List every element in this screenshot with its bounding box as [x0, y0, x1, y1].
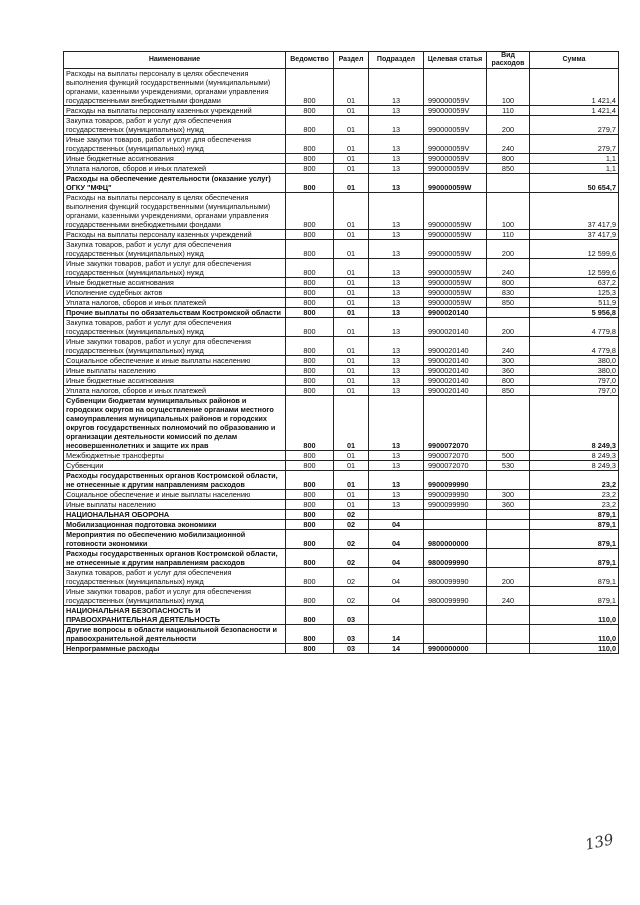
table-row [64, 520, 619, 530]
cell-expense-type: 200 [487, 116, 530, 135]
cell-target-article: 990000059V [424, 164, 487, 174]
cell-expense-type: 800 [487, 278, 530, 288]
cell-department: 800 [286, 520, 334, 530]
cell-target-article [424, 625, 487, 644]
cell-subsection: 04 [369, 520, 424, 530]
cell-department: 800 [286, 69, 334, 106]
cell-department: 800 [286, 510, 334, 520]
cell-amount: 8 249,3 [530, 451, 619, 461]
cell-expense-type: 300 [487, 490, 530, 500]
cell-target-article: 9900020140 [424, 376, 487, 386]
header-expense-type: Вид расходов [487, 52, 530, 69]
table-row [64, 193, 619, 230]
header-subsection: Подраздел [369, 52, 424, 69]
cell-target-article: 9800099990 [424, 587, 487, 606]
cell-subsection: 13 [369, 396, 424, 451]
cell-name: Иные бюджетные ассигнования [64, 154, 286, 164]
cell-section: 01 [334, 376, 369, 386]
cell-expense-type: 850 [487, 298, 530, 308]
cell-subsection: 13 [369, 337, 424, 356]
cell-subsection: 13 [369, 154, 424, 164]
cell-amount: 5 956,8 [530, 308, 619, 318]
cell-expense-type: 240 [487, 587, 530, 606]
cell-amount: 8 249,3 [530, 461, 619, 471]
header-name: Наименование [64, 52, 286, 69]
cell-expense-type [487, 308, 530, 318]
cell-subsection: 13 [369, 356, 424, 366]
cell-expense-type [487, 520, 530, 530]
page-number: 139 [583, 830, 616, 854]
cell-subsection [369, 606, 424, 625]
cell-department: 800 [286, 174, 334, 193]
cell-amount: 1 421,4 [530, 106, 619, 116]
cell-name: Иные бюджетные ассигнования [64, 376, 286, 386]
cell-amount: 637,2 [530, 278, 619, 288]
cell-amount: 380,0 [530, 366, 619, 376]
cell-department: 800 [286, 461, 334, 471]
table-row [64, 356, 619, 366]
cell-expense-type: 100 [487, 69, 530, 106]
cell-name: НАЦИОНАЛЬНАЯ БЕЗОПАСНОСТЬ И ПРАВООХРАНИТЕЛЬНАЯ ДЕЯТЕЛЬНОСТЬ [64, 606, 286, 625]
cell-target-article: 9900099990 [424, 490, 487, 500]
cell-section: 01 [334, 278, 369, 288]
cell-subsection: 13 [369, 386, 424, 396]
cell-department: 800 [286, 240, 334, 259]
cell-target-article: 9900072070 [424, 396, 487, 451]
cell-subsection: 13 [369, 461, 424, 471]
cell-target-article: 990000059V [424, 69, 487, 106]
header-amount: Сумма [530, 52, 619, 69]
cell-name: Расходы государственных органов Костромской области, не отнесенные к другим направлениям расходов [64, 471, 286, 490]
cell-subsection: 13 [369, 259, 424, 278]
table-row [64, 396, 619, 451]
cell-name: Субвенции бюджетам муниципальных районов и городских округов на осуществление органами местного самоуправления муниципальных районов и городских округов государственных полномочий по образованию и организации деятельности комиссий по делам несовершеннолетних и защите их прав [64, 396, 286, 451]
table-row [64, 471, 619, 490]
cell-section: 01 [334, 386, 369, 396]
cell-department: 800 [286, 154, 334, 164]
cell-subsection: 13 [369, 135, 424, 154]
cell-amount: 37 417,9 [530, 230, 619, 240]
cell-target-article: 9900020140 [424, 386, 487, 396]
cell-name: Прочие выплаты по обязательствам Костромской области [64, 308, 286, 318]
cell-subsection: 13 [369, 490, 424, 500]
cell-section: 03 [334, 606, 369, 625]
cell-name: Субвенции [64, 461, 286, 471]
cell-name: НАЦИОНАЛЬНАЯ ОБОРОНА [64, 510, 286, 520]
header-department: Ведомство [286, 52, 334, 69]
cell-name: Закупка товаров, работ и услуг для обеспечения государственных (муниципальных) нужд [64, 240, 286, 259]
cell-section: 01 [334, 288, 369, 298]
cell-department: 800 [286, 396, 334, 451]
table-row [64, 451, 619, 461]
cell-section: 01 [334, 240, 369, 259]
cell-target-article: 990000059V [424, 154, 487, 164]
cell-amount: 879,1 [530, 587, 619, 606]
table-header-row [64, 52, 619, 69]
cell-subsection: 13 [369, 69, 424, 106]
cell-subsection: 13 [369, 318, 424, 337]
cell-subsection: 13 [369, 376, 424, 386]
table-row [64, 174, 619, 193]
cell-section: 01 [334, 164, 369, 174]
header-section: Раздел [334, 52, 369, 69]
cell-name: Иные выплаты населению [64, 500, 286, 510]
cell-expense-type: 530 [487, 461, 530, 471]
cell-expense-type: 850 [487, 386, 530, 396]
cell-subsection: 13 [369, 308, 424, 318]
cell-expense-type: 300 [487, 356, 530, 366]
cell-target-article: 990000059V [424, 135, 487, 154]
cell-section: 03 [334, 625, 369, 644]
cell-department: 800 [286, 337, 334, 356]
cell-department: 800 [286, 549, 334, 568]
cell-amount: 879,1 [530, 568, 619, 587]
cell-expense-type: 360 [487, 500, 530, 510]
cell-expense-type [487, 644, 530, 654]
cell-expense-type: 240 [487, 259, 530, 278]
cell-target-article: 9900020140 [424, 318, 487, 337]
cell-subsection: 13 [369, 451, 424, 461]
cell-amount: 110,0 [530, 644, 619, 654]
table-row [64, 240, 619, 259]
cell-subsection: 13 [369, 106, 424, 116]
cell-amount: 50 654,7 [530, 174, 619, 193]
cell-subsection: 13 [369, 174, 424, 193]
cell-target-article: 9800099990 [424, 549, 487, 568]
cell-department: 800 [286, 356, 334, 366]
cell-amount: 879,1 [530, 510, 619, 520]
table-row [64, 135, 619, 154]
cell-name: Иные выплаты населению [64, 366, 286, 376]
table-row [64, 644, 619, 654]
table-row [64, 154, 619, 164]
cell-expense-type: 200 [487, 240, 530, 259]
table-row [64, 568, 619, 587]
cell-target-article: 990000059W [424, 240, 487, 259]
cell-expense-type: 360 [487, 366, 530, 376]
cell-section: 01 [334, 259, 369, 278]
cell-amount: 4 779,8 [530, 318, 619, 337]
cell-name: Мероприятия по обеспечению мобилизационной готовности экономики [64, 530, 286, 549]
cell-expense-type: 500 [487, 451, 530, 461]
cell-expense-type: 110 [487, 106, 530, 116]
cell-department: 800 [286, 135, 334, 154]
cell-subsection: 04 [369, 568, 424, 587]
table-row [64, 288, 619, 298]
table-row [64, 318, 619, 337]
cell-amount: 879,1 [530, 549, 619, 568]
cell-section: 01 [334, 318, 369, 337]
cell-amount: 511,9 [530, 298, 619, 308]
cell-target-article: 9900020140 [424, 366, 487, 376]
cell-section: 01 [334, 490, 369, 500]
cell-section: 01 [334, 298, 369, 308]
table-row [64, 461, 619, 471]
cell-subsection: 13 [369, 366, 424, 376]
table-row [64, 278, 619, 288]
cell-amount: 23,2 [530, 490, 619, 500]
cell-section: 01 [334, 308, 369, 318]
cell-name: Иные закупки товаров, работ и услуг для обеспечения государственных (муниципальных) нужд [64, 587, 286, 606]
cell-subsection: 13 [369, 116, 424, 135]
cell-target-article: 9900099990 [424, 500, 487, 510]
cell-amount: 8 249,3 [530, 396, 619, 451]
cell-section: 01 [334, 471, 369, 490]
cell-subsection: 13 [369, 230, 424, 240]
cell-amount: 110,0 [530, 625, 619, 644]
cell-target-article: 9900020140 [424, 356, 487, 366]
cell-expense-type [487, 174, 530, 193]
cell-target-article: 9900020140 [424, 308, 487, 318]
cell-amount: 125,3 [530, 288, 619, 298]
cell-amount: 110,0 [530, 606, 619, 625]
cell-target-article: 9800099990 [424, 568, 487, 587]
cell-amount: 879,1 [530, 520, 619, 530]
cell-expense-type: 240 [487, 135, 530, 154]
cell-name: Расходы на выплаты персоналу казенных учреждений [64, 106, 286, 116]
table-row [64, 530, 619, 549]
cell-department: 800 [286, 376, 334, 386]
cell-department: 800 [286, 587, 334, 606]
cell-section: 01 [334, 69, 369, 106]
cell-section: 02 [334, 549, 369, 568]
cell-subsection: 13 [369, 164, 424, 174]
table-row [64, 376, 619, 386]
table-row [64, 366, 619, 376]
cell-section: 01 [334, 451, 369, 461]
table-row [64, 69, 619, 106]
cell-amount: 879,1 [530, 530, 619, 549]
cell-name: Уплата налогов, сборов и иных платежей [64, 386, 286, 396]
cell-target-article: 990000059W [424, 288, 487, 298]
cell-expense-type [487, 396, 530, 451]
cell-name: Расходы на обеспечение деятельности (оказание услуг) ОГКУ "МФЦ" [64, 174, 286, 193]
table-body [64, 69, 619, 654]
cell-target-article: 9900099990 [424, 471, 487, 490]
cell-department: 800 [286, 106, 334, 116]
cell-target-article: 9900000000 [424, 644, 487, 654]
cell-amount: 37 417,9 [530, 193, 619, 230]
cell-section: 02 [334, 520, 369, 530]
cell-department: 800 [286, 568, 334, 587]
table-row [64, 490, 619, 500]
cell-department: 800 [286, 164, 334, 174]
cell-expense-type [487, 625, 530, 644]
cell-target-article: 9900072070 [424, 461, 487, 471]
cell-expense-type: 850 [487, 164, 530, 174]
cell-section: 02 [334, 510, 369, 520]
cell-name: Расходы государственных органов Костромской области, не отнесенные к другим направлениям расходов [64, 549, 286, 568]
cell-name: Уплата налогов, сборов и иных платежей [64, 298, 286, 308]
cell-name: Непрограммные расходы [64, 644, 286, 654]
cell-section: 01 [334, 366, 369, 376]
cell-section: 02 [334, 587, 369, 606]
cell-name: Социальное обеспечение и иные выплаты населению [64, 356, 286, 366]
cell-section: 02 [334, 530, 369, 549]
cell-amount: 4 779,8 [530, 337, 619, 356]
cell-expense-type [487, 606, 530, 625]
header-target-article: Целевая статья [424, 52, 487, 69]
cell-name: Закупка товаров, работ и услуг для обеспечения государственных (муниципальных) нужд [64, 116, 286, 135]
table-row [64, 230, 619, 240]
cell-section: 01 [334, 356, 369, 366]
cell-section: 01 [334, 193, 369, 230]
cell-department: 800 [286, 490, 334, 500]
cell-department: 800 [286, 644, 334, 654]
cell-expense-type: 100 [487, 193, 530, 230]
budget-table [63, 51, 619, 654]
cell-name: Иные бюджетные ассигнования [64, 278, 286, 288]
cell-amount: 23,2 [530, 500, 619, 510]
cell-amount: 1,1 [530, 154, 619, 164]
cell-amount: 23,2 [530, 471, 619, 490]
cell-target-article: 990000059W [424, 259, 487, 278]
cell-subsection: 13 [369, 471, 424, 490]
cell-amount: 1 421,4 [530, 69, 619, 106]
cell-target-article: 990000059W [424, 174, 487, 193]
table-row [64, 510, 619, 520]
cell-department: 800 [286, 530, 334, 549]
cell-department: 800 [286, 298, 334, 308]
table-row [64, 625, 619, 644]
cell-subsection: 13 [369, 240, 424, 259]
cell-name: Закупка товаров, работ и услуг для обеспечения государственных (муниципальных) нужд [64, 568, 286, 587]
cell-subsection: 14 [369, 644, 424, 654]
cell-name: Иные закупки товаров, работ и услуг для обеспечения государственных (муниципальных) нужд [64, 337, 286, 356]
cell-department: 800 [286, 471, 334, 490]
cell-section: 01 [334, 230, 369, 240]
cell-section: 01 [334, 461, 369, 471]
cell-target-article: 990000059V [424, 106, 487, 116]
cell-name: Расходы на выплаты персоналу казенных учреждений [64, 230, 286, 240]
table-row [64, 259, 619, 278]
table-row [64, 386, 619, 396]
cell-amount: 12 599,6 [530, 259, 619, 278]
cell-name: Межбюджетные трансферты [64, 451, 286, 461]
cell-name: Расходы на выплаты персоналу в целях обеспечения выполнения функций государственными (муниципальными) органами, казенными учреждениями, органами управления государственными внебюджетными фондами [64, 193, 286, 230]
cell-target-article: 990000059W [424, 230, 487, 240]
cell-expense-type: 200 [487, 318, 530, 337]
cell-section: 01 [334, 396, 369, 451]
cell-expense-type: 830 [487, 288, 530, 298]
cell-name: Мобилизационная подготовка экономики [64, 520, 286, 530]
table-row [64, 116, 619, 135]
cell-expense-type: 240 [487, 337, 530, 356]
cell-amount: 12 599,6 [530, 240, 619, 259]
cell-department: 800 [286, 386, 334, 396]
cell-amount: 380,0 [530, 356, 619, 366]
cell-section: 01 [334, 116, 369, 135]
cell-subsection: 13 [369, 193, 424, 230]
cell-department: 800 [286, 606, 334, 625]
cell-expense-type: 800 [487, 154, 530, 164]
cell-department: 800 [286, 366, 334, 376]
cell-subsection: 13 [369, 500, 424, 510]
cell-expense-type [487, 510, 530, 520]
cell-department: 800 [286, 259, 334, 278]
cell-target-article: 990000059V [424, 116, 487, 135]
cell-subsection: 04 [369, 530, 424, 549]
cell-amount: 279,7 [530, 116, 619, 135]
cell-department: 800 [286, 625, 334, 644]
cell-target-article [424, 520, 487, 530]
cell-department: 800 [286, 116, 334, 135]
cell-expense-type [487, 549, 530, 568]
cell-name: Социальное обеспечение и иные выплаты населению [64, 490, 286, 500]
table-row [64, 298, 619, 308]
cell-name: Другие вопросы в области национальной безопасности и правоохранительной деятельности [64, 625, 286, 644]
table-row [64, 606, 619, 625]
cell-department: 800 [286, 230, 334, 240]
cell-subsection: 13 [369, 288, 424, 298]
cell-subsection: 13 [369, 298, 424, 308]
table-row [64, 500, 619, 510]
cell-expense-type [487, 530, 530, 549]
cell-target-article: 990000059W [424, 193, 487, 230]
cell-target-article: 990000059W [424, 298, 487, 308]
table-row [64, 549, 619, 568]
cell-amount: 279,7 [530, 135, 619, 154]
cell-target-article: 990000059W [424, 278, 487, 288]
cell-department: 800 [286, 500, 334, 510]
cell-name: Иные закупки товаров, работ и услуг для обеспечения государственных (муниципальных) нужд [64, 259, 286, 278]
cell-section: 03 [334, 644, 369, 654]
table-row [64, 587, 619, 606]
cell-department: 800 [286, 193, 334, 230]
cell-expense-type: 800 [487, 376, 530, 386]
cell-department: 800 [286, 318, 334, 337]
cell-subsection: 13 [369, 278, 424, 288]
cell-section: 01 [334, 337, 369, 356]
table-row [64, 337, 619, 356]
cell-name: Расходы на выплаты персоналу в целях обеспечения выполнения функций государственными (муниципальными) органами, казенными учреждениями, органами управления государственными внебюджетными фондами [64, 69, 286, 106]
cell-section: 02 [334, 568, 369, 587]
cell-subsection: 04 [369, 587, 424, 606]
cell-section: 01 [334, 154, 369, 164]
cell-target-article: 9800000000 [424, 530, 487, 549]
cell-department: 800 [286, 278, 334, 288]
cell-section: 01 [334, 174, 369, 193]
cell-name: Исполнение судебных актов [64, 288, 286, 298]
table-row [64, 308, 619, 318]
cell-department: 800 [286, 308, 334, 318]
cell-subsection [369, 510, 424, 520]
cell-name: Уплата налогов, сборов и иных платежей [64, 164, 286, 174]
cell-section: 01 [334, 500, 369, 510]
cell-subsection: 04 [369, 549, 424, 568]
cell-target-article: 9900072070 [424, 451, 487, 461]
cell-name: Закупка товаров, работ и услуг для обеспечения государственных (муниципальных) нужд [64, 318, 286, 337]
cell-target-article [424, 510, 487, 520]
cell-target-article: 9900020140 [424, 337, 487, 356]
cell-department: 800 [286, 288, 334, 298]
cell-amount: 797,0 [530, 376, 619, 386]
cell-expense-type: 200 [487, 568, 530, 587]
cell-amount: 797,0 [530, 386, 619, 396]
cell-department: 800 [286, 451, 334, 461]
cell-name: Иные закупки товаров, работ и услуг для обеспечения государственных (муниципальных) нужд [64, 135, 286, 154]
cell-target-article [424, 606, 487, 625]
cell-amount: 1,1 [530, 164, 619, 174]
cell-expense-type [487, 471, 530, 490]
cell-expense-type: 110 [487, 230, 530, 240]
cell-section: 01 [334, 135, 369, 154]
table-row [64, 164, 619, 174]
cell-section: 01 [334, 106, 369, 116]
cell-subsection: 14 [369, 625, 424, 644]
table-row [64, 106, 619, 116]
